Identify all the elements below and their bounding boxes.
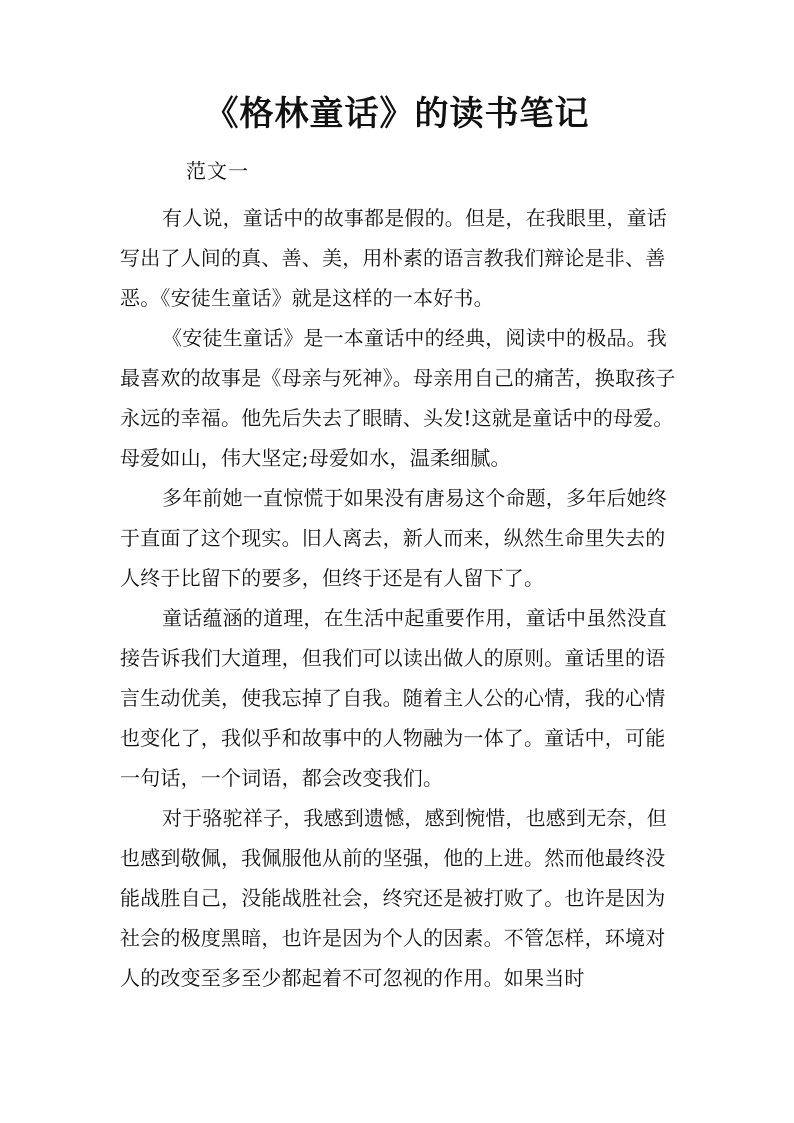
document-subtitle: 范文一 [186, 159, 249, 183]
paragraph-1: 有人说，童话中的故事都是假的。但是，在我眼里，童话写出了人间的真、善、美，用朴素的语言教我们辩论是非、善恶。《安徒生童话》就是这样的一本好书。 [120, 206, 667, 310]
paragraph-5: 对于骆驼祥子，我感到遗憾，感到惋惜，也感到无奈，但也感到敬佩，我佩服他从前的坚强，他的上进。然而他最终没能战胜自己，没能战胜社会，终究还是被打败了。也许是因为社会的极度黑暗，也许是因为个人的因素。不管怎样，环境对人的改变至多至少都起着不可忽视的作用。如果当时 [120, 806, 667, 990]
paragraph-3: 多年前她一直惊慌于如果没有唐易这个命题，多年后她终于直面了这个现实。旧人离去，新人而来，纵然生命里失去的人终于比留下的要多，但终于还是有人留下了。 [120, 486, 667, 590]
paragraph-4: 童话蕴涵的道理，在生活中起重要作用，童话中虽然没直接告诉我们大道理，但我们可以读出做人的原则。童话里的语言生动优美，使我忘掉了自我。随着主人公的心情，我的心情也变化了，我似乎和故事中的人物融为一体了。童话中，可能一句话，一个词语，都会改变我们。 [120, 606, 667, 790]
document-title: 《格林童话》的读书笔记 [204, 94, 590, 134]
paragraph-2: 《安徒生童话》是一本童话中的经典，阅读中的极品。我最喜欢的故事是《母亲与死神》。母亲用自己的痛苦，换取孩子永远的幸福。他先后失去了眼睛、头发!这就是童话中的母爱。母爱如山，伟大坚定;母爱如水，温柔细腻。 [120, 326, 676, 470]
document-body [120, 198, 680, 998]
